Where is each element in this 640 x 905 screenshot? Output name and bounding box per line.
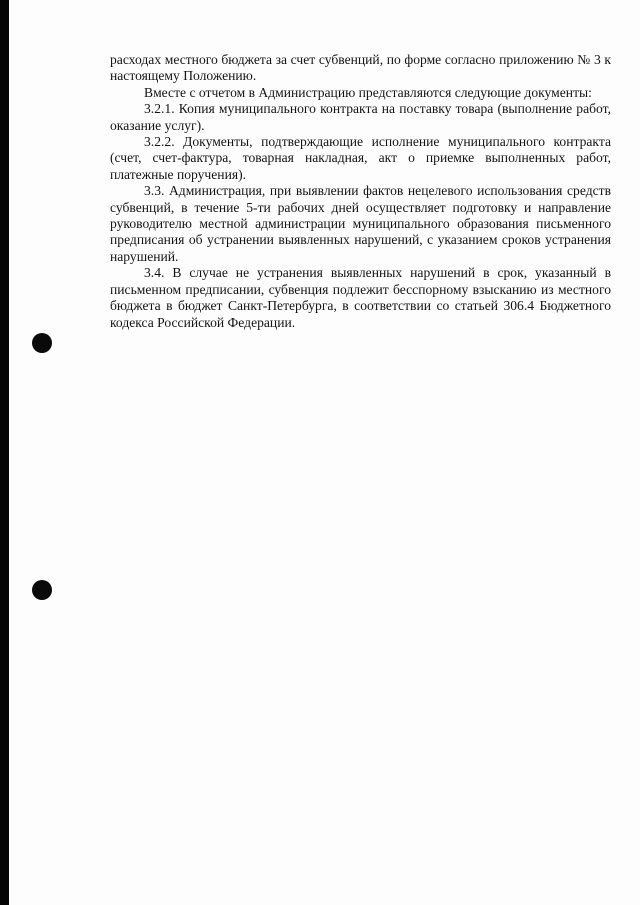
scan-binding-edge [0,0,9,905]
paragraph-3-3: 3.3. Администрация, при выявлении фактов нецелевого использования средств субвенций, в течение 5-ти рабочих дней осуществляет подготовку и направление руководителю местной администрации муниципального образования письменного предписания об устранении выявленных нарушений, с указанием сроков устранения нарушений. [110,183,611,264]
paragraph-documents-intro: Вместе с отчетом в Администрацию представляются следующие документы: [144,84,592,100]
document-body [110,52,611,331]
paragraph-3-2-1: 3.2.1. Копия муниципального контракта на поставку товара (выполнение работ, оказание услуг). [110,101,611,133]
punch-hole-bottom [32,580,52,600]
paragraph-3-4: 3.4. В случае не устранения выявленных нарушений в срок, указанный в письменном предписании, субвенция подлежит бесспорному взысканию из местного бюджета в бюджет Санкт-Петербурга, в соответствии со статьей 306.4 Бюджетного кодекса Российской Федерации. [110,265,611,330]
paragraph-3-2-2: 3.2.2. Документы, подтверждающие исполнение муниципального контракта (счет, счет-фактура, товарная накладная, акт о приемке выполненных работ, платежные поручения). [110,134,611,182]
punch-hole-top [32,333,52,353]
paragraph-continuation: расходах местного бюджета за счет субвенций, по форме согласно приложению № 3 к настоящему Положению. [110,52,611,84]
